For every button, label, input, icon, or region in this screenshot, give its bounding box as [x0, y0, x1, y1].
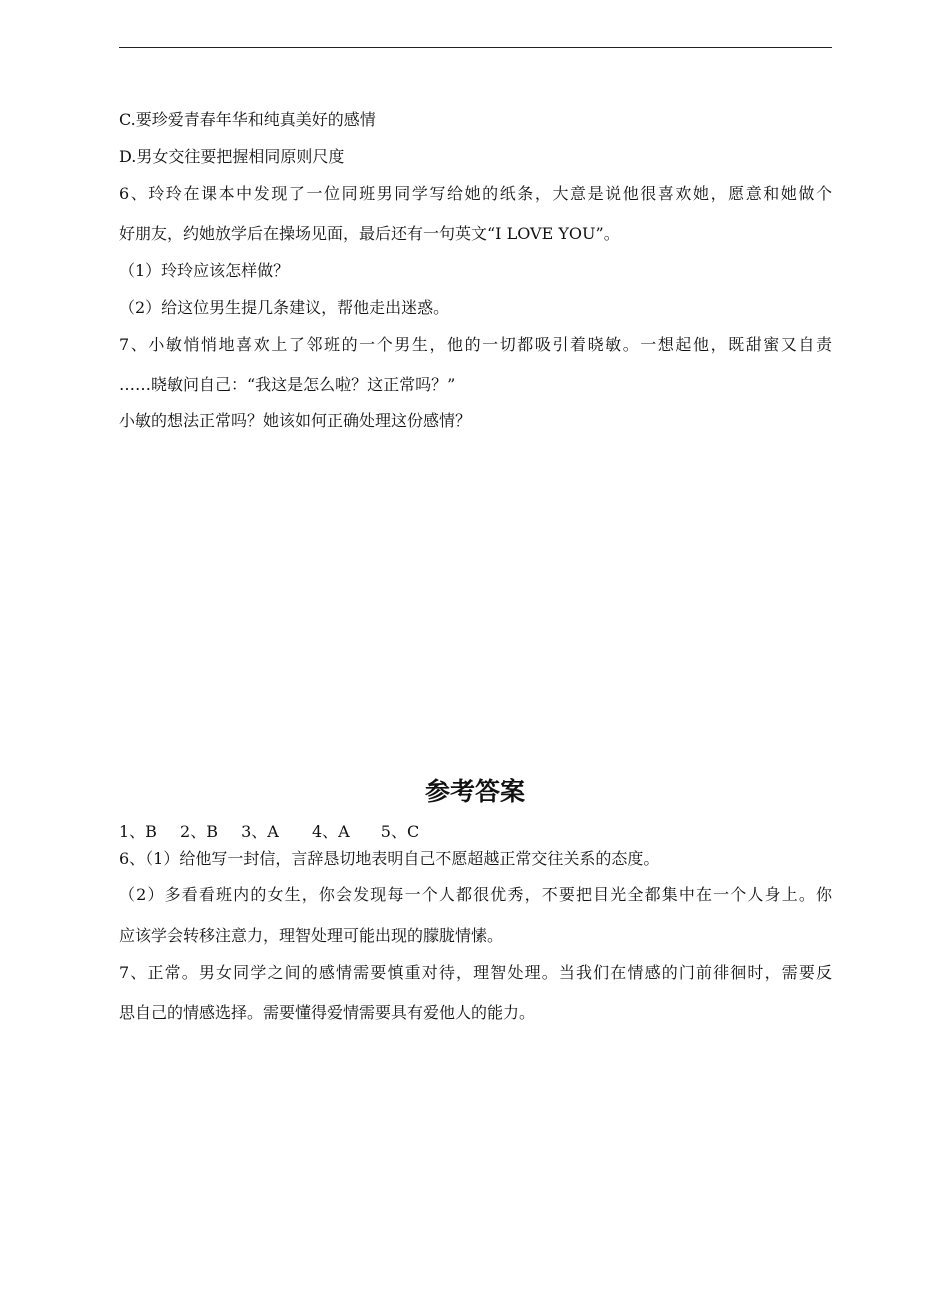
- q6-subquestion-2: （2）给这位男生提几条建议，帮他走出迷惑。: [119, 298, 450, 317]
- answer-7-line2: 思自己的情感选择。需要懂得爱情需要具有爱他人的能力。: [119, 1003, 536, 1022]
- q5-option-c: C.要珍爱青春年华和纯真美好的感情: [119, 110, 376, 129]
- answer-6-part1: 6、（1）给他写一封信，言辞恳切地表明自己不愿超越正常交往关系的态度。: [119, 849, 660, 868]
- q6-text-line1: 6、玲玲在课本中发现了一位同班男同学写给她的纸条，大意是说他很喜欢她，愿意和她做个: [119, 184, 832, 203]
- answers-title: 参考答案: [424, 777, 525, 806]
- q5-option-d: D.男女交往要把握相同原则尺度: [119, 147, 345, 166]
- q6-subquestion-1: （1）玲玲应该怎样做？: [119, 261, 290, 280]
- q7-text-line1: 7、小敏悄悄地喜欢上了邻班的一个男生，他的一切都吸引着晓敏。一想起他，既甜蜜又自责: [119, 335, 832, 354]
- q7-text-line3: 小敏的想法正常吗？她该如何正确处理这份感情？: [119, 411, 472, 430]
- answer-6-part2-line2: 应该学会转移注意力，理智处理可能出现的朦胧情愫。: [119, 926, 504, 945]
- answer-7-line1: 7、正常。男女同学之间的感情需要慎重对待，理智处理。当我们在情感的门前徘徊时，需要反: [119, 963, 832, 982]
- choice-answer: 3、A: [241, 822, 279, 841]
- q6-text-line2: 好朋友，约她放学后在操场见面，最后还有一句英文“I LOVE YOU”。: [119, 224, 620, 243]
- choice-answers: [119, 822, 832, 842]
- q7-text-line2: ……晓敏问自己：“我这是怎么啦？这正常吗？”: [119, 375, 456, 394]
- header-rule: [119, 47, 832, 48]
- answer-6-part2-line1: （2）多看看班内的女生，你会发现每一个人都很优秀，不要把目光全都集中在一个人身上。你: [119, 885, 832, 904]
- choice-answer: 4、A: [311, 822, 350, 841]
- choice-answer: 5、C: [380, 822, 420, 841]
- choice-answer: 1、B: [119, 822, 157, 841]
- choice-answer: 2、B: [180, 822, 218, 841]
